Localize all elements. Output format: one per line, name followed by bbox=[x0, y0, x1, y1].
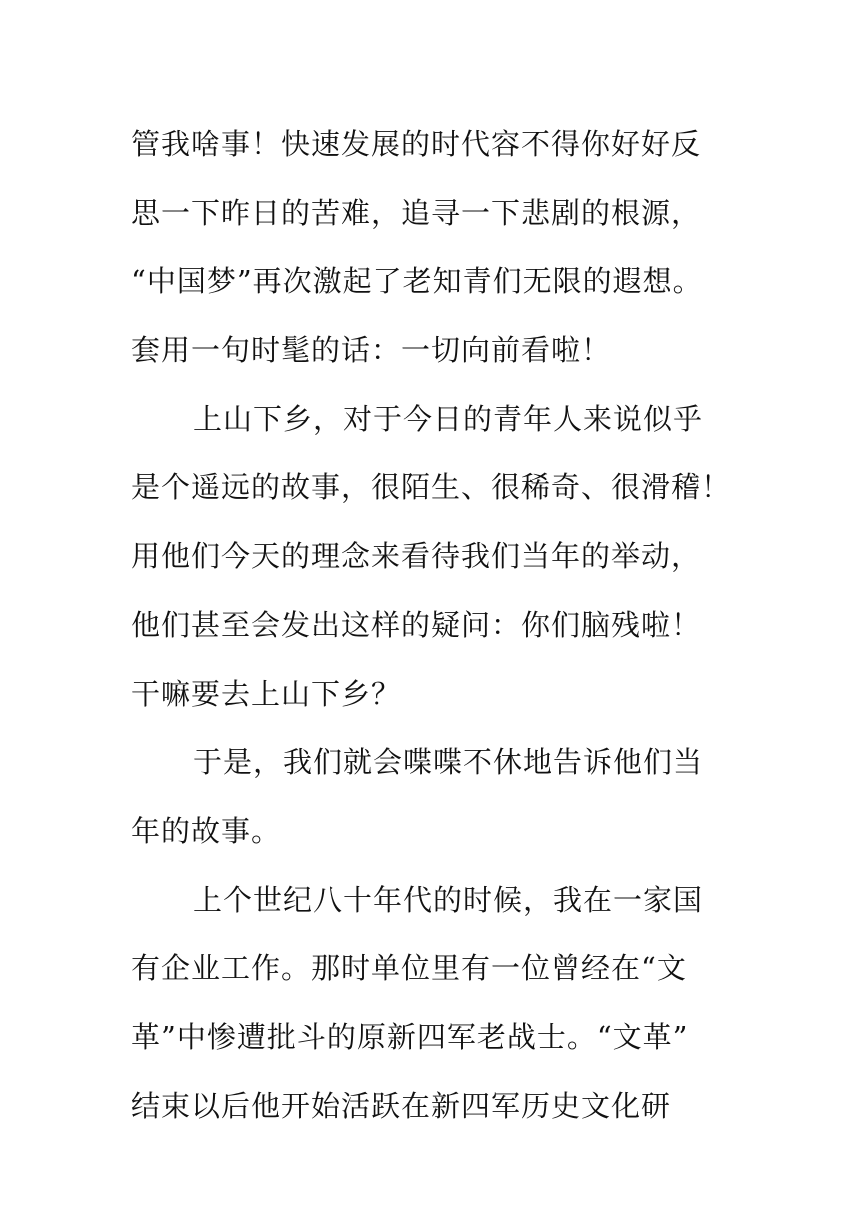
text-line: “中国梦”再次激起了老知青们无限的遐想。 bbox=[131, 264, 703, 299]
text-line: 管我啥事！快速发展的时代容不得你好好反 bbox=[131, 127, 702, 161]
body-text bbox=[131, 110, 741, 1140]
paragraph-first-line: 上个世纪八十年代的时候，我在一家国 bbox=[193, 882, 704, 917]
text-line: 思一下昨日的苦难，追寻一下悲剧的根源， bbox=[131, 195, 702, 230]
text-line: 年的故事。 bbox=[131, 813, 282, 848]
paragraph-first-line: 于是，我们就会喋喋不休地告诉他们当 bbox=[193, 745, 704, 780]
text-line: 有企业工作。那时单位里有一位曾经在“文 bbox=[131, 951, 687, 986]
text-line: 用他们今天的理念来看待我们当年的举动， bbox=[131, 539, 702, 574]
text-line: 是个遥远的故事，很陌生、很稀奇、很滑稽！ bbox=[131, 470, 732, 505]
paragraph-first-line: 上山下乡，对于今日的青年人来说似乎 bbox=[193, 401, 704, 436]
text-line: 干嘛要去上山下乡？ bbox=[131, 676, 402, 711]
text-line: 革”中惨遭批斗的原新四军老战士。“文革” bbox=[131, 1019, 689, 1054]
text-line: 他们甚至会发出这样的疑问：你们脑残啦！ bbox=[131, 607, 702, 642]
text-line: 套用一句时髦的话：一切向前看啦！ bbox=[131, 333, 612, 368]
text-line: 结束以后他开始活跃在新四军历史文化研 bbox=[131, 1088, 672, 1123]
